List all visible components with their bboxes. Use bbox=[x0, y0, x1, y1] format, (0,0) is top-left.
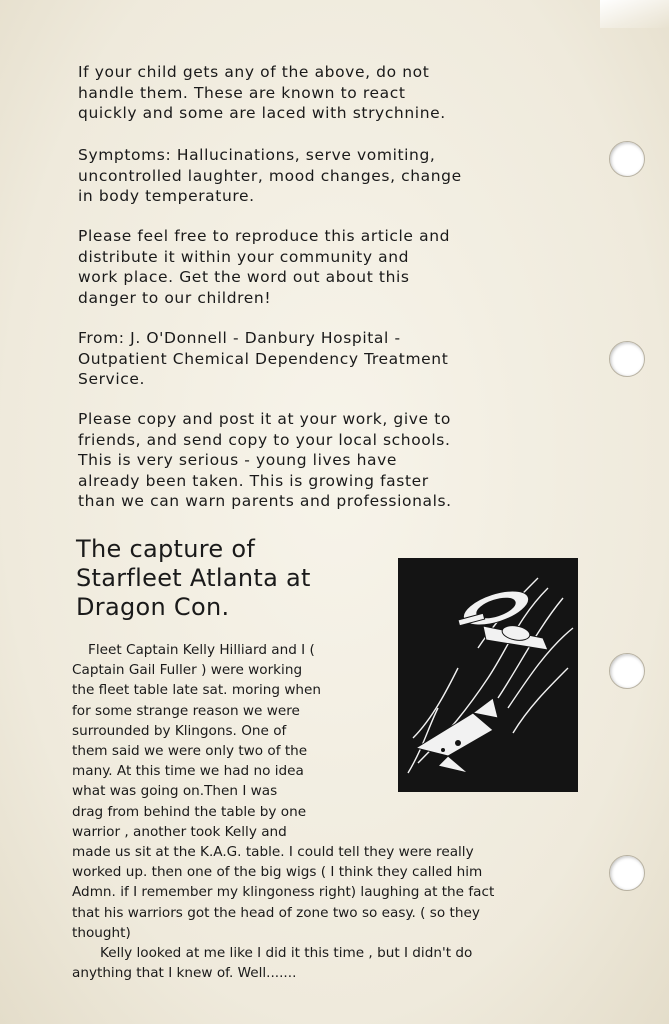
text-line: for some strange reason we were bbox=[72, 702, 300, 719]
text-line: surrounded by Klingons. One of bbox=[72, 722, 287, 739]
warning-paragraph bbox=[78, 62, 623, 124]
article-title bbox=[76, 535, 376, 622]
text-line: that his warriors got the head of zone two so easy. ( so they bbox=[72, 904, 480, 921]
text-line: distribute it within your community and bbox=[78, 247, 410, 266]
text-line: drag from behind the table by one bbox=[72, 803, 307, 820]
text-line: thought) bbox=[72, 924, 131, 941]
text-line: Symptoms: Hallucinations, serve vomiting, bbox=[78, 146, 436, 164]
source-paragraph bbox=[78, 328, 623, 390]
text-line: Admn. if I remember my klingoness right) laughing at the fact bbox=[72, 884, 495, 901]
text-line: This is very serious - young lives have bbox=[78, 451, 398, 469]
text-line: work place. Get the word out about this bbox=[78, 268, 410, 286]
text-line: than we can warn parents and professionals. bbox=[78, 492, 452, 510]
binder-hole bbox=[609, 653, 645, 689]
text-line: warrior , another took Kelly and bbox=[72, 823, 287, 840]
text-line: If your child gets any of the above, do not bbox=[78, 63, 430, 81]
article-body bbox=[72, 640, 592, 983]
text-line: From: J. O'Donnell - Danbury Hospital - bbox=[78, 329, 401, 347]
copy-paragraph bbox=[78, 409, 623, 512]
text-line: the fleet table late sat. moring when bbox=[72, 682, 322, 699]
title-line: Starfleet Atlanta at bbox=[76, 564, 311, 592]
title-line: The capture of bbox=[76, 535, 256, 563]
symptoms-paragraph bbox=[78, 145, 623, 207]
text-line: already been taken. This is growing faster bbox=[78, 471, 429, 490]
text-line: in body temperature. bbox=[78, 187, 255, 205]
text-line: Please feel free to reproduce this article and bbox=[78, 227, 451, 245]
text-line: anything that I knew of. Well....... bbox=[72, 965, 297, 982]
text-line: friends, and send copy to your local schools. bbox=[78, 430, 451, 449]
text-line: Fleet Captain Kelly Hilliard and I ( bbox=[88, 642, 315, 658]
text-line: danger to our children! bbox=[78, 288, 272, 307]
text-line: Outpatient Chemical Dependency Treatment bbox=[78, 349, 449, 368]
text-line: handle them. These are known to react bbox=[78, 83, 406, 102]
title-line: Dragon Con. bbox=[76, 593, 230, 621]
text-line: many. At this time we had no idea bbox=[72, 763, 304, 780]
folded-corner bbox=[600, 0, 669, 28]
text-line: what was going on.Then I was bbox=[72, 783, 278, 800]
text-line: uncontrolled laughter, mood changes, change bbox=[78, 166, 462, 185]
text-line: them said we were only two of the bbox=[72, 743, 308, 760]
text-line: worked up. then one of the big wigs ( I think they called him bbox=[72, 864, 483, 881]
text-line: quickly and some are laced with strychnine. bbox=[78, 104, 446, 122]
text-line: Please copy and post it at your work, give to bbox=[78, 410, 451, 428]
text-line: Captain Gail Fuller ) were working bbox=[72, 662, 303, 679]
text-line: Service. bbox=[78, 370, 146, 388]
binder-hole bbox=[609, 855, 645, 891]
reproduce-paragraph bbox=[78, 226, 623, 308]
text-line: Kelly looked at me like I did it this time , but I didn't do bbox=[100, 945, 473, 962]
text-line: made us sit at the K.A.G. table. I could tell they were really bbox=[72, 844, 474, 861]
